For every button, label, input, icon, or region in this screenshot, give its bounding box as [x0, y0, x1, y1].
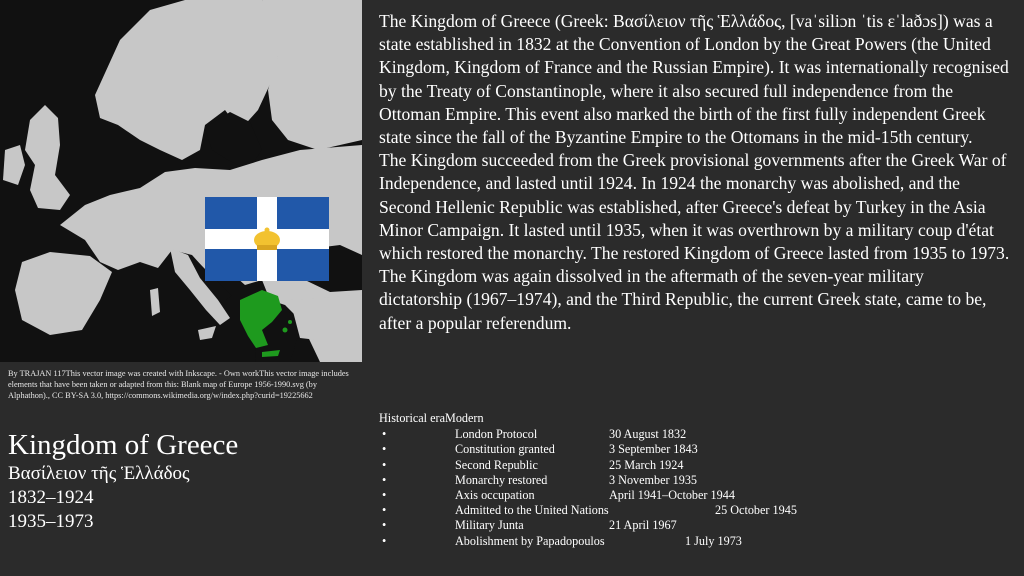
bullet: •	[382, 487, 387, 502]
bullet: •	[382, 533, 387, 548]
greek-flag-icon	[205, 197, 329, 281]
native-name: Βασίλειον τῆς Ἑλλάδος	[8, 463, 190, 484]
bullet: •	[382, 472, 387, 487]
locator-map	[0, 0, 362, 362]
timeline-row	[379, 427, 1019, 442]
period-first: 1832–1924	[8, 487, 94, 508]
timeline-row	[379, 503, 1019, 518]
event-name: Abolishment by Papadopoulos	[455, 533, 605, 548]
historical-timeline	[379, 411, 1019, 549]
period-second: 1935–1973	[8, 511, 94, 532]
event-name: Admitted to the United Nations	[455, 503, 609, 518]
timeline-row	[379, 442, 1019, 457]
event-name: Military Junta	[455, 518, 524, 533]
bullet: •	[382, 518, 387, 533]
event-date: 25 October 1945	[715, 503, 797, 518]
event-name: Axis occupation	[455, 487, 535, 502]
event-date: April 1941–October 1944	[609, 487, 735, 502]
title-block	[8, 428, 238, 534]
event-date: 1 July 1973	[685, 533, 742, 548]
event-name: Monarchy restored	[455, 472, 548, 487]
event-date: 21 April 1967	[609, 518, 677, 533]
event-date: 30 August 1832	[609, 427, 687, 442]
bullet: •	[382, 442, 387, 457]
event-date: 3 November 1935	[609, 472, 698, 487]
timeline-row	[379, 488, 1019, 503]
bullet: •	[382, 457, 387, 472]
event-name: Second Republic	[455, 457, 538, 472]
bullet: •	[382, 427, 387, 442]
paragraph-intro: The Kingdom of Greece (Greek: Βασίλειον τῆς Ἑλλάδος, [vaˈsiliɔn ˈtis ɛˈlaðɔs]) was a state established in 1832 at the Convention of London by the Great Powers (the United Kingdom, Kingdom of France and the Russian Empire). It was internationally recognised by the Treaty of Constantinople, where it also secured full independence from the Ottoman Empire. This event also marked the birth of the first fully independent Greek state since the fall of the Byzantine Empire to the Ottomans in the mid-15th century.	[379, 11, 1009, 148]
event-name: Constitution granted	[455, 442, 555, 457]
paragraph-history: The Kingdom succeeded from the Greek provisional governments after the Greek War of Independence, and lasted until 1924. In 1924 the monarchy was abolished, and the Second Hellenic Republic was established, after Greece's defeat by Turkey in the Asia Minor Campaign. It lasted until 1935, when it was overthrown by a military coup d'état which restored the monarchy. The restored Kingdom of Greece lasted from 1935 to 1973. The Kingdom was again dissolved in the aftermath of the seven-year military dictatorship (1967–1974), and the Third Republic, the current Greek state, came to be, after a popular referendum.	[379, 150, 1010, 333]
event-name: London Protocol	[455, 427, 538, 442]
event-date: 25 March 1924	[609, 457, 684, 472]
article-body	[379, 10, 1011, 335]
timeline-row	[379, 458, 1019, 473]
page-title: Kingdom of Greece	[8, 429, 239, 461]
timeline-row	[379, 473, 1019, 488]
timeline-row	[379, 518, 1019, 533]
bullet: •	[382, 503, 387, 518]
era-label: Historical eraModern	[379, 411, 484, 425]
europe-map-icon	[0, 0, 362, 362]
event-date: 3 September 1843	[609, 442, 698, 457]
timeline-row	[379, 534, 1019, 549]
image-attribution: By TRAJAN 117This vector image was created with Inkscape. - Own workThis vector image includes elements that have been taken or adapted from this: Blank map of Europe 1956-1990.svg (by Alphathon)., CC BY-SA 3.0, https://commons.wikimedia.org/w/index.php?curid=19225662	[8, 369, 349, 400]
